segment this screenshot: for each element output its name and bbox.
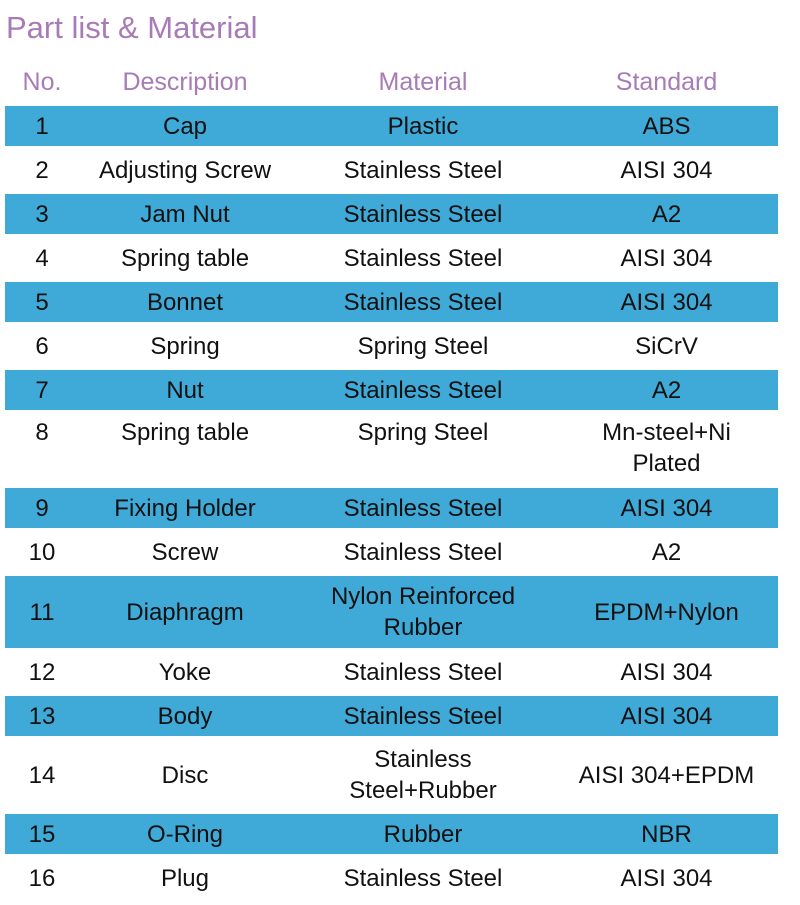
cell-material: Spring Steel: [357, 419, 489, 446]
cell-material: Stainless Steel: [343, 288, 503, 316]
table-header-row: [5, 62, 778, 102]
cell-no: 16: [28, 864, 56, 892]
cell-standard: AISI 304+EPDM: [578, 761, 755, 789]
cell-no: 12: [28, 658, 56, 686]
table-row: [5, 282, 778, 322]
cell-standard: AISI 304: [620, 244, 713, 272]
cell-standard: A2: [651, 200, 682, 228]
cell-no: 1: [35, 112, 49, 140]
cell-material: Stainless Steel: [343, 244, 503, 272]
header-no: No.: [22, 67, 62, 96]
table-row: [5, 576, 778, 648]
cell-description: Yoke: [158, 658, 212, 686]
cell-no: 9: [35, 494, 49, 522]
table-row: [5, 194, 778, 234]
cell-no: 10: [28, 538, 56, 566]
table-row: [5, 106, 778, 146]
cell-description: Screw: [151, 538, 219, 566]
cell-no: 3: [35, 200, 49, 228]
table-row: [5, 814, 778, 854]
cell-material: Stainless Steel: [343, 702, 503, 730]
table-row: [5, 488, 778, 528]
cell-standard: ABS: [642, 112, 691, 140]
cell-description: Body: [157, 702, 213, 730]
cell-material: Plastic: [387, 112, 459, 140]
cell-description: Spring table: [120, 419, 250, 446]
cell-description: Spring: [150, 332, 220, 360]
cell-standard: AISI 304: [620, 156, 713, 184]
table-row: [5, 696, 778, 736]
cell-material: Spring Steel: [357, 332, 489, 360]
cell-material: Stainless Steel+Rubber: [349, 746, 497, 804]
cell-standard: A2: [651, 538, 682, 566]
cell-standard: EPDM+Nylon: [594, 598, 739, 626]
cell-no: 8: [35, 419, 49, 446]
cell-material: Rubber: [383, 820, 463, 848]
cell-material: Stainless Steel: [343, 376, 503, 404]
table-row: [5, 238, 778, 278]
cell-no: 6: [35, 332, 49, 360]
cell-material: Stainless Steel: [343, 538, 503, 566]
cell-no: 2: [35, 156, 49, 184]
cell-description: Fixing Holder: [114, 494, 256, 522]
table-row: [5, 414, 778, 484]
table-row: [5, 370, 778, 410]
page-title: Part list & Material: [6, 10, 258, 45]
cell-material: Stainless Steel: [343, 494, 503, 522]
cell-no: 4: [35, 244, 49, 272]
table-row: [5, 858, 778, 898]
cell-description: Spring table: [120, 244, 250, 272]
cell-no: 11: [29, 598, 55, 626]
cell-material: Nylon Reinforced Rubber: [330, 583, 516, 641]
header-standard: Standard: [615, 67, 718, 96]
cell-standard: Mn-steel+Ni Plated: [602, 419, 731, 477]
cell-material: Stainless Steel: [343, 200, 503, 228]
cell-standard: AISI 304: [620, 864, 713, 892]
parts-table: [5, 62, 778, 902]
cell-standard: AISI 304: [620, 494, 713, 522]
cell-material: Stainless Steel: [343, 156, 503, 184]
cell-description: O-Ring: [146, 820, 224, 848]
cell-material: Stainless Steel: [343, 864, 503, 892]
table-row: [5, 326, 778, 366]
cell-standard: AISI 304: [620, 702, 713, 730]
table-row: [5, 150, 778, 190]
cell-description: Bonnet: [146, 288, 224, 316]
cell-description: Nut: [166, 376, 204, 404]
table-row: [5, 652, 778, 692]
cell-standard: SiCrV: [635, 332, 698, 360]
header-description: Description: [122, 67, 248, 96]
cell-description: Disc: [161, 761, 209, 789]
cell-material: Stainless Steel: [343, 658, 503, 686]
cell-description: Diaphragm: [126, 598, 244, 626]
cell-no: 5: [35, 288, 49, 316]
cell-description: Jam Nut: [140, 200, 230, 228]
cell-standard: AISI 304: [620, 288, 713, 316]
cell-description: Cap: [162, 112, 208, 140]
header-material: Material: [378, 67, 468, 96]
cell-description: Adjusting Screw: [98, 156, 272, 184]
cell-no: 13: [28, 702, 56, 730]
table-row: [5, 740, 778, 810]
cell-standard: A2: [651, 376, 682, 404]
cell-no: 7: [35, 376, 49, 404]
cell-standard: AISI 304: [620, 658, 713, 686]
table-row: [5, 532, 778, 572]
cell-standard: NBR: [641, 820, 692, 848]
cell-no: 14: [28, 761, 56, 789]
cell-no: 15: [28, 820, 56, 848]
cell-description: Plug: [160, 864, 210, 892]
